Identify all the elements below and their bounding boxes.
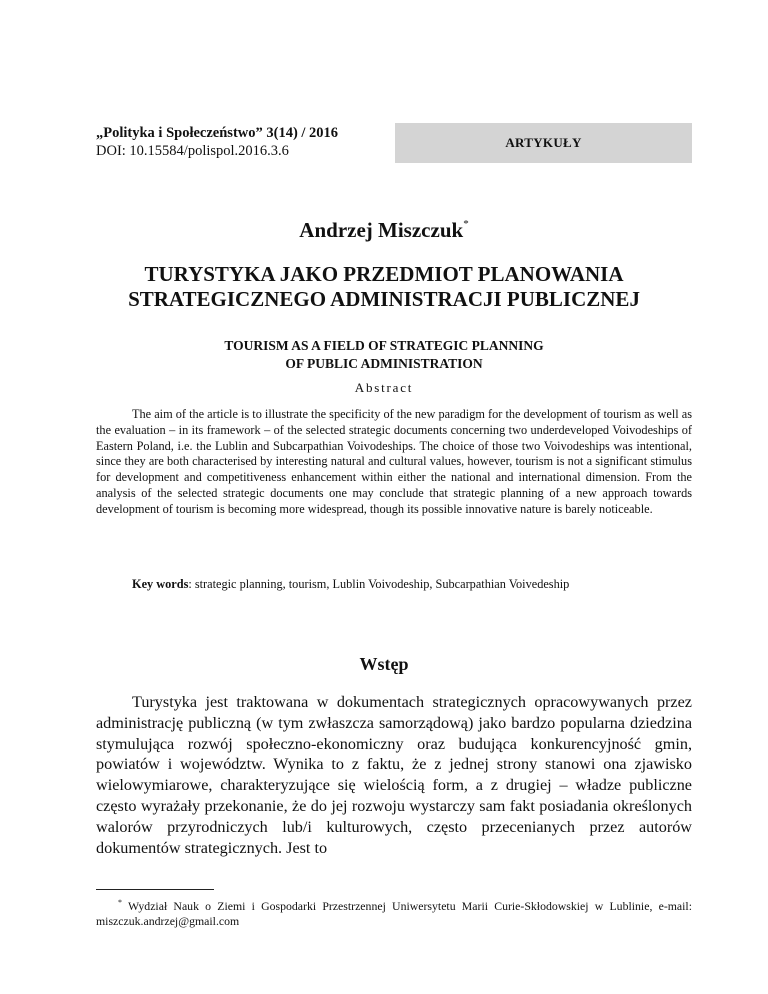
doi: DOI: 10.15584/polispol.2016.3.6 <box>96 143 289 159</box>
footnote <box>96 895 692 930</box>
footnote-text: Wydział Nauk o Ziemi i Gospodarki Przestrzennej Uniwersytetu Marii Curie-Skłodowskiej w Lublinie, e-mail: miszczuk.andrzej@gmail.com <box>96 898 692 929</box>
author-name <box>0 218 768 243</box>
title-english-line-2: OF PUBLIC ADMINISTRATION <box>285 356 483 371</box>
title-english <box>0 337 768 373</box>
journal-title: „Polityka i Społeczeństwo” 3(14) / 2016 <box>96 125 339 141</box>
section-label-box <box>395 123 692 163</box>
keywords-label: Key words <box>132 577 189 591</box>
section-label: ARTYKUŁY <box>505 135 582 150</box>
author-footnote-mark: * <box>463 218 469 230</box>
title-english-line-1: TOURISM AS A FIELD OF STRATEGIC PLANNING <box>224 338 544 353</box>
abstract-heading: Abstract <box>354 380 414 395</box>
footnote-divider <box>96 889 214 890</box>
title-polish-line-2: STRATEGICZNEGO ADMINISTRACJI PUBLICZNEJ <box>128 287 640 311</box>
title-polish <box>0 262 768 312</box>
title-polish-line-1: TURYSTYKA JAKO PRZEDMIOT PLANOWANIA <box>144 262 624 286</box>
author-text: Andrzej Miszczuk <box>299 218 464 242</box>
journal-info <box>96 124 396 160</box>
keywords-text: : strategic planning, tourism, Lublin Voivodeship, Subcarpathian Voivedeship <box>188 577 570 591</box>
footnote-mark: * <box>118 898 122 907</box>
keywords <box>96 577 692 593</box>
body-paragraph: Turystyka jest traktowana w dokumentach strategicznych opracowywanych przez administrację publiczną (w tym zwłaszcza samorządową) jako bardzo popularna dziedzina stymulująca rozwój społeczno-ekonomiczny oraz budująca konkurencyjność gmin, powiatów i województw. Wynika to z faktu, że z jednej strony stanowi ona zjawisko wielowymiarowe, charakteryzujące się wielością form, a z drugiej – władze publiczne często wyrażały przekonanie, że do jej rozwoju wystarczy sam fakt posiadania określonych walorów przyrodniczych lub/i kulturowych, często przecenianych przez autorów dokumentów strategicznych. Jest to <box>96 693 692 857</box>
abstract-text: The aim of the article is to illustrate the specificity of the new paradigm for the development of tourism as well as the evaluation – in its framework – of the selected strategic documents concerning two underdeveloped Voivodeships of Eastern Poland, i.e. the Lublin and Subcarpathian Voivodeships. The choice of those two Voivodeships was intentional, since they are both characterised by interesting natural and cultural values, however, tourism is not a significant stimulus for development and competitiveness enhancement within either the national and international dimension. From the analysis of the selected strategic documents one may conclude that strategic planning of a new approach towards development of tourism is becoming more widespread, though its possible innovative nature is barely noticeable. <box>96 407 692 516</box>
section-heading: Wstęp <box>359 654 409 674</box>
